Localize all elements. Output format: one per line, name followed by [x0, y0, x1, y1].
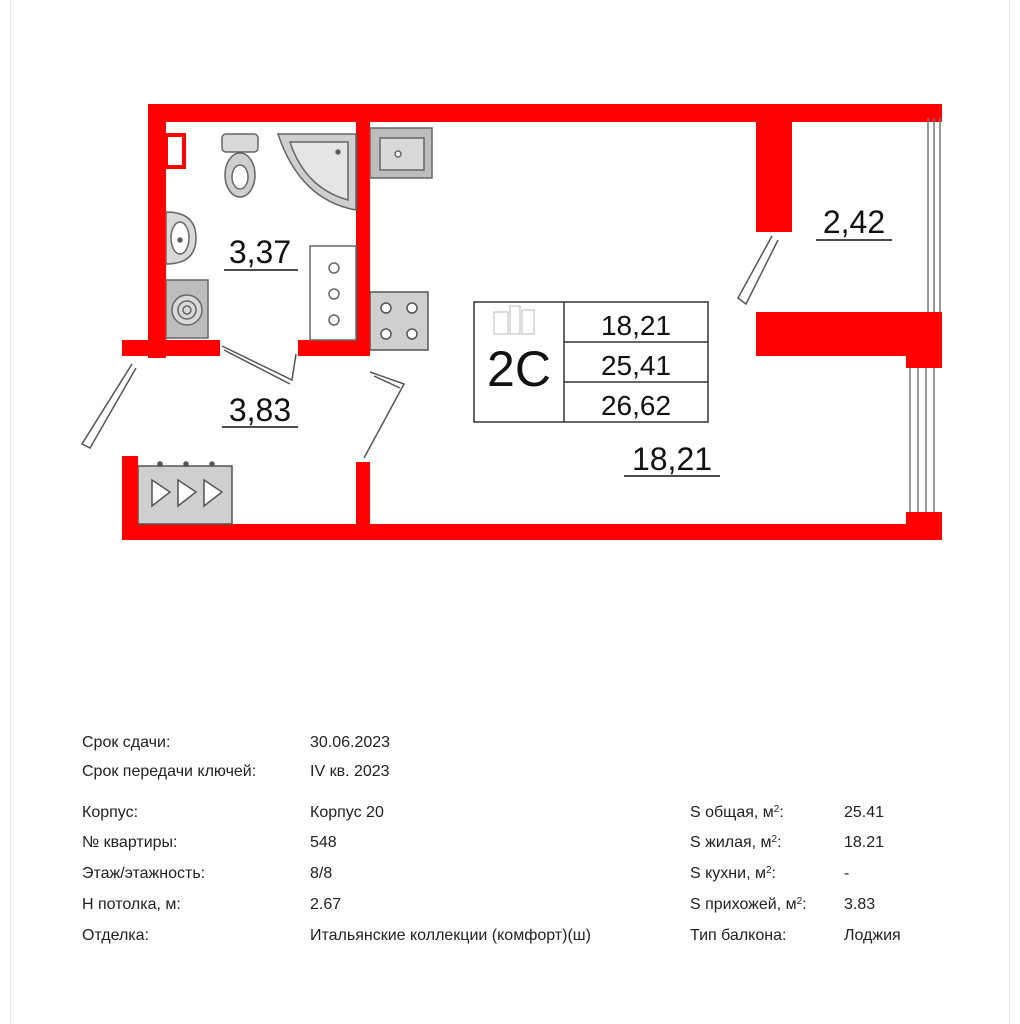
info-value-building: Корпус 20: [310, 804, 384, 821]
stove-icon: [370, 292, 428, 350]
bathroom-area-label: 3,37: [228, 234, 292, 270]
info-label-living-area: [690, 834, 782, 852]
info-value-hallway-area: 3.83: [844, 896, 876, 913]
info-label-kitchen-area-text: S кухни, м: [690, 865, 766, 882]
loggia-area-label: 2,42: [822, 204, 886, 240]
info-label-living-area-text: S жилая, м: [690, 834, 772, 851]
info-label-hallway-area: [690, 896, 807, 914]
shower-icon: [278, 134, 356, 210]
info-value-balcony-type: Лоджия: [844, 927, 901, 944]
area-legend-box: [474, 302, 708, 422]
info-label-total-area-sup: 2: [773, 804, 780, 815]
info-value-delivery-date: 30.06.2023: [310, 734, 391, 751]
info-label-hallway-area-colon: :: [802, 896, 807, 913]
info-label-hallway-area-text: S прихожей, м: [690, 896, 797, 913]
info-label-hallway-area-sup: 2: [796, 896, 803, 907]
area-living-value: 18,21: [600, 310, 672, 341]
bath-cabinet-icon: [310, 246, 356, 340]
info-label-building: Корпус:: [82, 804, 139, 821]
info-label-kitchen-area: [690, 865, 776, 883]
info-value-floor: 8/8: [310, 865, 333, 882]
area-total-balcony-value: 26,62: [600, 390, 672, 421]
hallway-area-label: 3,83: [228, 392, 292, 428]
washing-machine-icon: [166, 280, 208, 338]
info-label-delivery-date: Срок сдачи:: [82, 734, 171, 751]
info-label-kitchen-area-sup: 2: [765, 865, 772, 876]
area-total-value: 25,41: [600, 350, 672, 381]
room-area-label: 18,21: [631, 441, 713, 477]
info-value-total-area: 25.41: [844, 804, 885, 821]
info-value-kitchen-area: -: [844, 865, 850, 882]
info-value-finishing: Итальянские коллекции (комфорт)(ш): [310, 927, 591, 944]
info-label-finishing: Отделка:: [82, 927, 149, 944]
toilet-icon: [222, 134, 258, 197]
info-value-ceiling-height: 2.67: [310, 896, 342, 913]
info-label-total-area: [690, 804, 784, 822]
info-value-keys-date: IV кв. 2023: [310, 763, 390, 780]
info-label-balcony-type: Тип балкона:: [690, 927, 787, 944]
info-label-total-area-colon: :: [779, 804, 784, 821]
wardrobe-icon: [138, 462, 232, 524]
info-label-keys-date: Срок передачи ключей:: [82, 763, 257, 780]
info-value-living-area: 18.21: [844, 834, 885, 851]
info-label-floor: Этаж/этажность:: [82, 865, 206, 882]
info-label-ceiling-height: Н потолка, м:: [82, 896, 181, 913]
kitchen-sink-icon: [370, 128, 432, 178]
info-label-living-area-colon: :: [777, 834, 782, 851]
info-label-total-area-text: S общая, м: [690, 804, 774, 821]
washbasin-icon: [166, 212, 196, 264]
info-value-apartment-number: 548: [310, 834, 337, 851]
apartment-type: 2С: [487, 341, 551, 397]
info-label-apartment-number: № квартиры:: [82, 834, 178, 851]
info-label-kitchen-area-colon: :: [771, 865, 776, 882]
info-label-living-area-sup: 2: [771, 834, 778, 845]
